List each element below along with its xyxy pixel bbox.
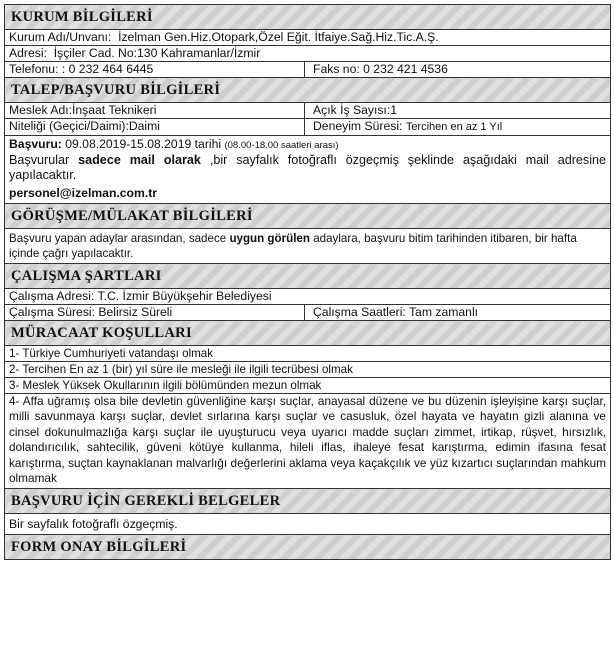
- talep-deneyim-value: Tercihen en az 1 Yıl: [405, 121, 503, 133]
- kurum-header: KURUM BİLGİLERİ: [5, 5, 611, 30]
- calisma-adres: Çalışma Adresi: T.C. İzmir Büyükşehir Belediyesi: [5, 289, 611, 305]
- talep-basvuru-hours: (08.00-18.00 saatleri arası): [224, 140, 339, 151]
- muracaat-item: 1- Türkiye Cumhuriyeti vatandaşı olmak: [5, 346, 611, 362]
- gorusme-header: GÖRÜŞME/MÜLAKAT BİLGİLERİ: [5, 204, 611, 229]
- talep-deneyim-label: Deneyim Süresi:: [313, 119, 403, 133]
- talep-basvuru-block: [5, 136, 611, 204]
- talep-header: TALEP/BAŞVURU BİLGİLERİ: [5, 78, 611, 103]
- kurum-fax: Faks no: 0 232 421 4536: [305, 62, 611, 78]
- kurum-address-label: Adresi:: [9, 46, 47, 60]
- muracaat-item: 2- Tercihen En az 1 (bir) yıl süre ile mesleği ile ilgili tecrübesi olmak: [5, 362, 611, 378]
- talep-email[interactable]: personel@izelman.com.tr: [9, 186, 158, 200]
- muracaat-item: 3- Meslek Yüksek Okullarının ilgili bölümünden mezun olmak: [5, 378, 611, 394]
- talep-niteligi: Niteliği (Geçici/Daimi):Daimi: [5, 119, 305, 136]
- talep-acik-is: Açık İş Sayısı:1: [305, 103, 611, 119]
- gorusme-text: [5, 229, 611, 264]
- calisma-header: ÇALIŞMA ŞARTLARI: [5, 264, 611, 289]
- kurum-name-row: [5, 30, 611, 46]
- talep-basvuru-label: Başvuru:: [9, 137, 62, 151]
- belgeler-text: Bir sayfalık fotoğraflı özgeçmiş.: [5, 514, 611, 535]
- gorusme-text-2: adaylara, başvuru bitim tarihinden itibaren, bir hafta içinde çağrı yapılacaktır.: [9, 232, 577, 260]
- kurum-phone: Telefonu: : 0 232 464 6445: [5, 62, 305, 78]
- gorusme-text-1: Başvuru yapan adaylar arasından, sadece: [9, 232, 227, 245]
- talep-instructions: [9, 153, 606, 183]
- gorusme-text-bold: uygun görülen: [229, 232, 310, 245]
- form-onay-header: FORM ONAY BİLGİLERİ: [5, 535, 611, 560]
- talep-basvuru-dates: 09.08.2019-15.08.2019 tarihi: [65, 137, 222, 151]
- calisma-sure: Çalışma Süresi: Belirsiz Süreli: [5, 305, 305, 321]
- kurum-name-value: İzelman Gen.Hiz.Otopark,Özel Eğit. İtfaiye.Sağ.Hiz.Tic.A.Ş.: [118, 30, 439, 44]
- muracaat-item: 4- Affa uğramış olsa bile devletin güvenliğine karşı suçlar, anayasal düzene ve bu düzenin işleyişine karşı suçlar, milli savunmaya karşı suçlar, devlet sırlarına karşı suçlar ve casusluk, özel hayata ve hayatın gizli alanına ve cinsel dokunulmazlığa karşı suçlar ile uyuşturucu veya uyarıcı madde suçları zimmet, irtikap, rüşvet, hırsızlık, dolandırıcılık, sahtecilik, güveni kötüye kullanma, hileli iflas, ihaleye fesat karıştırma, edimin ifasına fesat karıştırma, suçtan kaynaklanan malvarlığı değerlerini aklama veya kaçakçılık ve yüz kızartıcı suçlarından mahkum olmamak: [5, 394, 611, 489]
- talep-basvuru-line: [9, 137, 606, 153]
- calisma-saat: Çalışma Saatleri: Tam zamanlı: [305, 305, 611, 321]
- talep-instr-bold: sadece mail olarak: [78, 153, 201, 167]
- belgeler-header: BAŞVURU İÇİN GEREKLİ BELGELER: [5, 489, 611, 514]
- kurum-name-label: Kurum Adı/Unvanı:: [9, 30, 112, 44]
- talep-instr-2: ,bir sayfalık fotoğraflı özgeçmiş şeklinde aşağıdaki mail adresine yapılacaktır.: [9, 153, 607, 182]
- muracaat-header: MÜRACAAT KOŞULLARI: [5, 321, 611, 346]
- talep-deneyim: [305, 119, 611, 136]
- talep-meslek: Meslek Adı:İnşaat Teknikeri: [5, 103, 305, 119]
- kurum-address-value: İşçiler Cad. No:130 Kahramanlar/İzmir: [53, 46, 261, 60]
- talep-instr-1: Başvurular: [9, 153, 70, 167]
- kurum-address-row: [5, 46, 611, 62]
- job-posting-form: [4, 4, 610, 560]
